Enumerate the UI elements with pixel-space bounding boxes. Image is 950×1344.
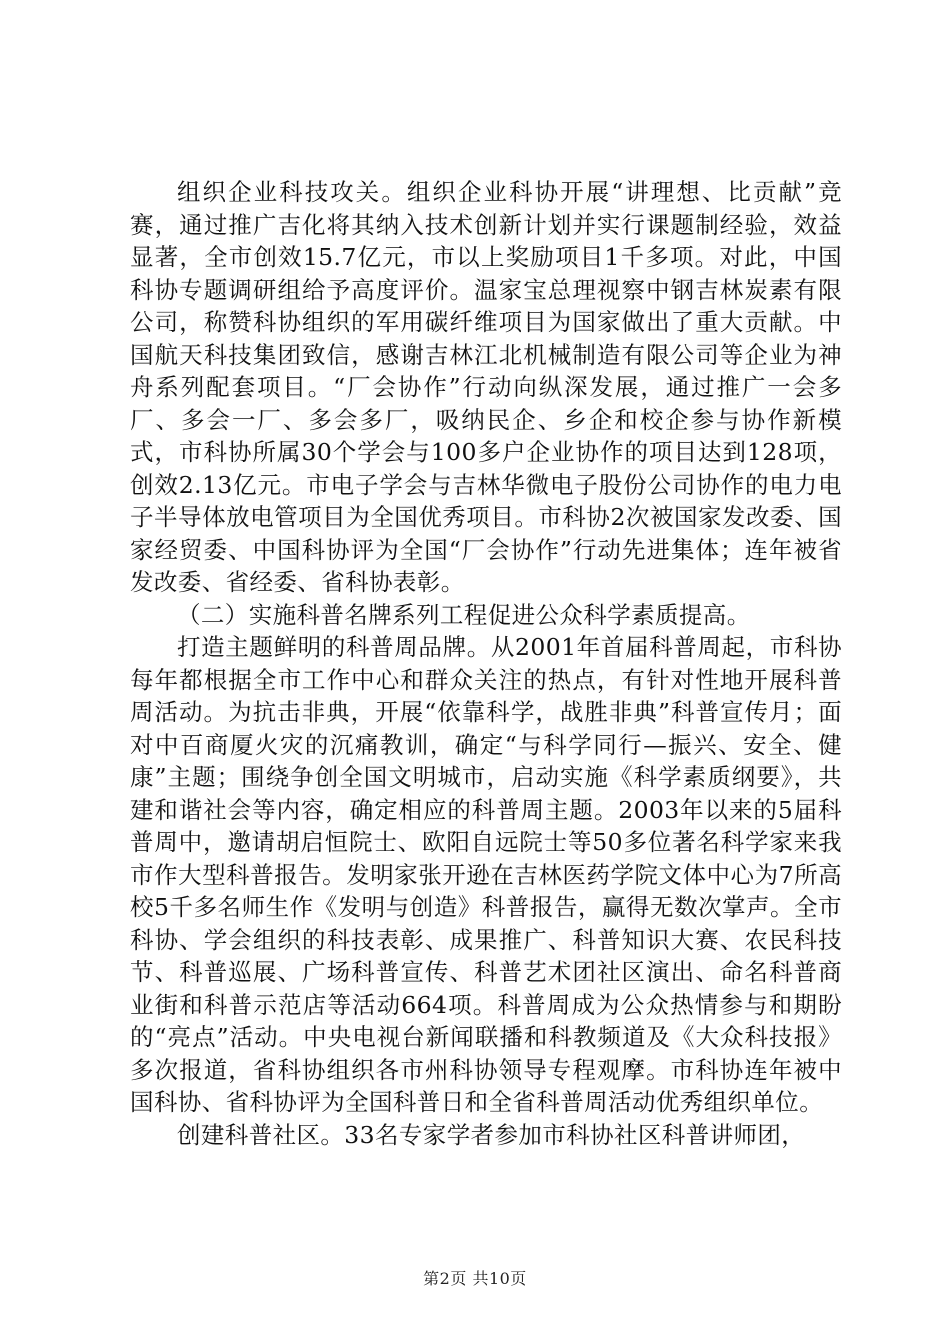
document-body	[130, 176, 842, 1151]
section-heading-science-popularization: （二）实施科普名牌系列工程促进公众科学素质提高。	[177, 600, 751, 629]
paragraph-science-week: 打造主题鲜明的科普周品牌。从2001年首届科普周起，市科协每年都根据全市工作中心和群众关注的热点，有针对性地开展科普周活动。为抗击非典，开展“依靠科学，战胜非典”科普宣传月；面对中百商厦火灾的沉痛教训，确定“与科学同行—振兴、安全、健康”主题；围绕争创全国文明城市，启动实施《科学素质纲要》，共建和谐社会等内容，确定相应的科普周主题。2003年以来的5届科普周中，邀请胡启恒院士、欧阳自远院士等50多位著名科学家来我市作大型科普报告。发明家张开逊在吉林医药学院文体中心为7所高校5千多名师生作《发明与创造》科普报告，赢得无数次掌声。全市科协、学会组织的科技表彰、成果推广、科普知识大赛、农民科技节、科普巡展、广场科普宣传、科普艺术团社区演出、命名科普商业街和科普示范店等活动664项。科普周成为公众热情参与和期盼的“亮点”活动。中央电视台新闻联播和科教频道及《大众科技报》多次报道，省科协组织各市州科协领导专程观摩。市科协连年被中国科协、省科协评为全国科普日和全省科普周活动优秀组织单位。	[130, 633, 842, 1116]
paragraph-science-community: 创建科普社区。33名专家学者参加市科协社区科普讲师团，	[177, 1120, 806, 1149]
page-number-footer: 第2页 共10页	[423, 1269, 527, 1288]
paragraph-enterprise-tech: 组织企业科技攻关。组织企业科协开展“讲理想、比贡献”竞赛，通过推广吉化将其纳入技术创新计划并实行课题制经验，效益显著，全市创效15.7亿元，市以上奖励项目1千多项。对此，中国科协专题调研组给予高度评价。温家宝总理视察中钢吉林炭素有限公司，称赞科协组织的军用碳纤维项目为国家做出了重大贡献。中国航天科技集团致信，感谢吉林江北机械制造有限公司等企业为神舟系列配套项目。“厂会协作”行动向纵深发展，通过推广一会多厂、多会一厂、多会多厂，吸纳民企、乡企和校企参与协作新模式，市科协所属30个学会与100多户企业协作的项目达到128项，创效2.13亿元。市电子学会与吉林华微电子股份公司协作的电力电子半导体放电管项目为全国优秀项目。市科协2次被国家发改委、国家经贸委、中国科协评为全国“厂会协作”行动先进集体；连年被省发改委、省经委、省科协表彰。	[130, 178, 842, 596]
